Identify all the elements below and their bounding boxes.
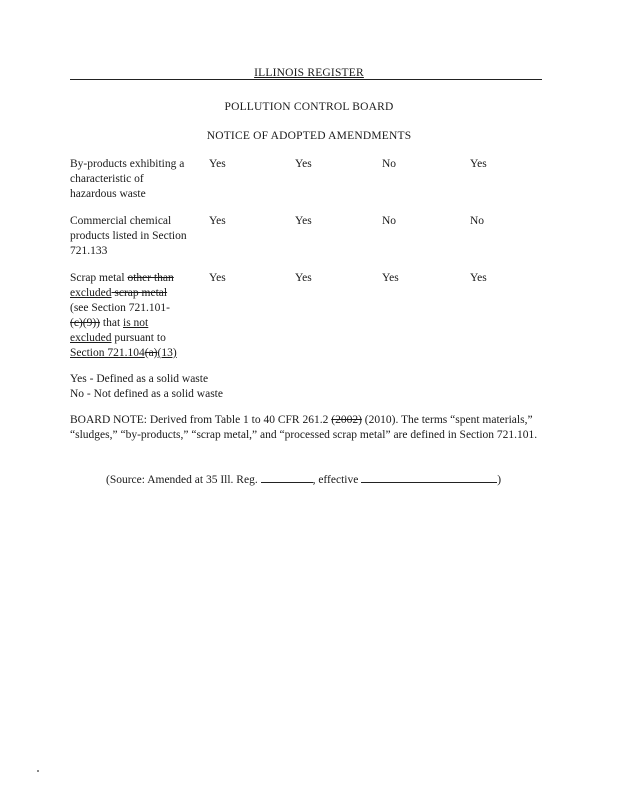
legend: [70, 372, 223, 402]
row-label-line: [70, 331, 210, 346]
row-label-line: Commercial chemical: [70, 215, 172, 227]
row-value: Yes: [295, 272, 312, 284]
row-label-line: [70, 301, 210, 316]
row-label-line: 721.133: [70, 245, 108, 257]
row-value: Yes: [470, 272, 487, 284]
deleted-text: (a): [144, 347, 158, 359]
deleted-text: (2002): [331, 414, 362, 426]
row-label-line: [70, 271, 210, 286]
row-label: [70, 271, 210, 361]
note-text: BOARD NOTE: Derived from Table 1 to 40 CFR 261.2: [70, 414, 332, 426]
header-rule: [70, 79, 542, 80]
row-value: Yes: [295, 158, 312, 170]
row-value: Yes: [209, 215, 226, 227]
deleted-text: (c)(9)): [70, 317, 101, 329]
label-text: Scrap metal: [70, 272, 128, 284]
row-label-line: [70, 346, 210, 361]
row-value: Yes: [470, 158, 487, 170]
legend-no: No - Not defined as a solid waste: [70, 388, 223, 400]
row-value: Yes: [209, 272, 226, 284]
source-text: (Source: Amended at 35 Ill. Reg.: [106, 474, 261, 486]
inserted-text: excluded: [70, 287, 112, 299]
board-note: [70, 413, 540, 443]
row-label-line: [70, 316, 210, 331]
legend-yes: Yes - Defined as a solid waste: [70, 373, 209, 385]
notice-title: NOTICE OF ADOPTED AMENDMENTS: [206, 130, 412, 142]
board-title: POLLUTION CONTROL BOARD: [224, 101, 394, 113]
row-label-line: characteristic of: [70, 173, 144, 185]
row-label-line: By-products exhibiting a: [70, 158, 185, 170]
blank-effective-date: [361, 471, 497, 483]
inserted-text: excluded: [70, 332, 112, 344]
source-text: ): [497, 474, 502, 486]
inserted-text: is not: [123, 317, 149, 329]
row-value: No: [470, 215, 485, 227]
row-value: Yes: [382, 272, 399, 284]
inserted-text: Section 721.104: [70, 347, 145, 359]
row-label: [70, 157, 200, 202]
label-text: pursuant to: [111, 332, 166, 344]
row-value: No: [382, 215, 397, 227]
scan-speck: [37, 770, 39, 772]
row-label-line: hazardous waste: [70, 188, 146, 200]
deleted-text: other than: [127, 272, 174, 284]
row-label-line: [70, 286, 210, 301]
note-text: (2010). The terms “spent materials,” “sludges,” “by-products,” “scrap metal,” and “processed scrap metal” are defined in Section 721.101.: [70, 414, 538, 441]
row-value: No: [382, 158, 397, 170]
row-label-line: products listed in Section: [70, 230, 187, 242]
deleted-text: scrap metal: [111, 287, 168, 299]
source-line: [106, 471, 501, 488]
inserted-text: (13): [157, 347, 177, 359]
source-text: , effective: [312, 474, 362, 486]
row-label: [70, 214, 200, 259]
register-title: ILLINOIS REGISTER: [254, 67, 364, 79]
blank-volume: [261, 471, 313, 483]
row-value: Yes: [209, 158, 226, 170]
row-value: Yes: [295, 215, 312, 227]
label-text: (see Section 721.101-: [70, 302, 170, 314]
label-text: that: [100, 317, 124, 329]
